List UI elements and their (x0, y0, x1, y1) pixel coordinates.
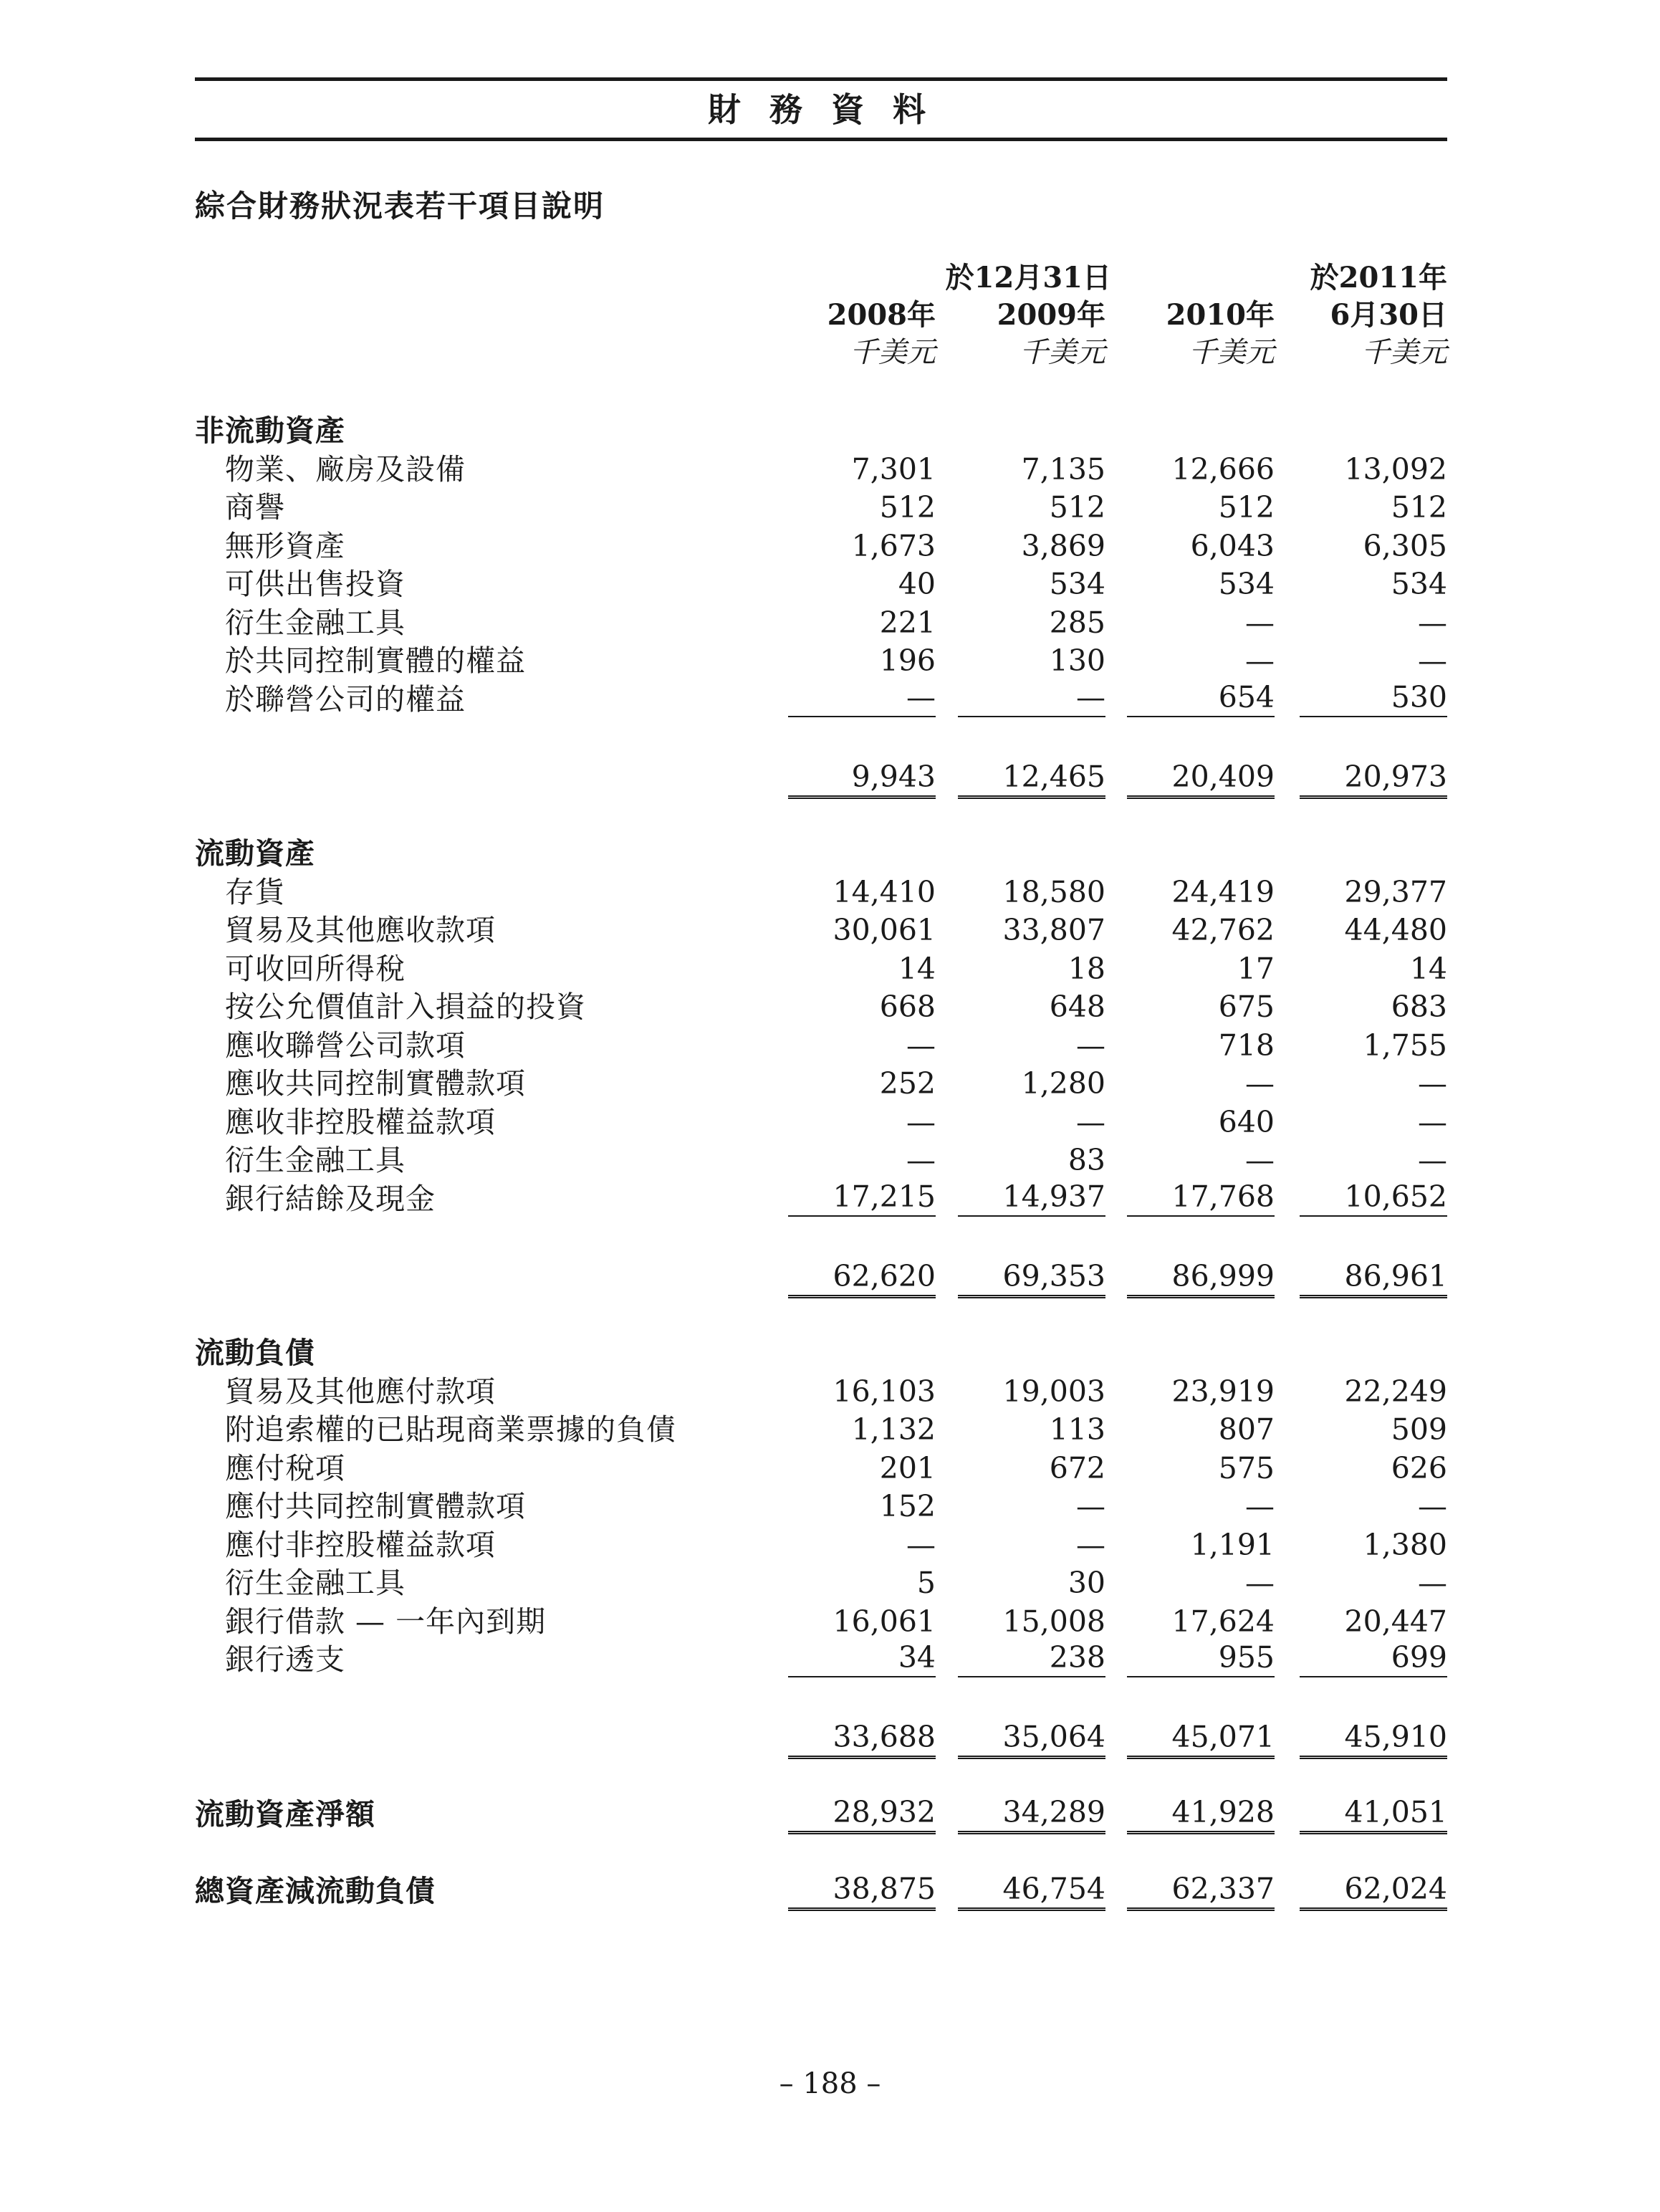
column-unit-2010: 千美元 (1189, 336, 1275, 369)
non_current_assets-row-value-2: — (1245, 643, 1275, 678)
net-current-assets-value-3: 41,051 (1300, 1795, 1447, 1834)
current_assets-row (195, 911, 1447, 949)
non_current_assets-row-value-3: 530 (1300, 680, 1447, 717)
current_liabilities-heading (195, 1334, 1447, 1372)
current_assets-row-value-1: 1,280 (1021, 1066, 1105, 1101)
current_assets-row-value-1: 14,937 (958, 1179, 1105, 1217)
current_assets-row-value-2: 42,762 (1171, 913, 1275, 947)
total-assets-less-current-liabilities-value-0: 38,875 (788, 1872, 936, 1911)
non_current_assets-row-label: 於共同控制實體的權益 (225, 643, 526, 678)
current_liabilities-row-value-3: 509 (1391, 1412, 1447, 1447)
current_liabilities-row-label: 應付稅項 (225, 1451, 345, 1485)
current_assets-total (195, 1259, 1447, 1298)
total-assets-less-current-liabilities (195, 1872, 1447, 1910)
current_assets-row (195, 1103, 1447, 1141)
current_assets-row (195, 1064, 1447, 1103)
section-title: 綜合財務狀況表若干項目說明 (195, 188, 605, 224)
non_current_assets-row-value-3: 13,092 (1344, 452, 1447, 487)
non_current_assets-total-value-2: 20,409 (1127, 760, 1275, 799)
non_current_assets-row-value-2: — (1245, 605, 1275, 640)
current_assets-row-label: 按公允價值計入損益的投資 (225, 990, 586, 1024)
current_liabilities-row-value-1: 30 (1068, 1566, 1105, 1600)
current_liabilities-heading-label: 流動負債 (195, 1336, 315, 1370)
current_assets-row-value-1: 83 (1068, 1143, 1105, 1177)
non_current_assets-row-value-0: 196 (879, 643, 936, 678)
current_assets-row-value-1: 33,807 (1002, 913, 1105, 947)
non_current_assets-row-label: 可供出售投資 (225, 567, 406, 601)
current_assets-row-value-2: — (1245, 1143, 1275, 1177)
non_current_assets-row-value-2: 534 (1218, 567, 1275, 601)
current_liabilities-row (195, 1449, 1447, 1488)
non_current_assets-heading (195, 411, 1447, 450)
column-year-2009: 2009年 (997, 298, 1105, 332)
current_liabilities-row-value-1: — (1076, 1528, 1105, 1562)
current_liabilities-row-value-3: 1,380 (1363, 1528, 1447, 1562)
column-group-dec31: 於12月31日 (945, 261, 1111, 295)
non_current_assets-row-value-1: 3,869 (1021, 529, 1105, 563)
current_liabilities-row-value-3: — (1418, 1489, 1447, 1523)
non_current_assets-row-value-1: 130 (1049, 643, 1105, 678)
non_current_assets-row-label: 物業、廠房及設備 (225, 452, 466, 487)
current_liabilities-row (195, 1487, 1447, 1526)
current_liabilities-row-label: 貿易及其他應付款項 (225, 1374, 496, 1409)
non_current_assets-row-label: 商譽 (225, 490, 285, 525)
total-assets-less-current-liabilities-label: 總資產減流動負債 (195, 1874, 436, 1908)
current_assets-row-value-0: — (906, 1028, 936, 1063)
non_current_assets-row-value-2: 512 (1218, 490, 1275, 525)
non_current_assets-row (195, 641, 1447, 680)
current_liabilities-total-value-0: 33,688 (788, 1720, 936, 1759)
column-date-jun30: 6月30日 (1330, 298, 1447, 332)
total-assets-less-current-liabilities-value-1: 46,754 (958, 1872, 1105, 1911)
current_assets-row-value-2: 675 (1218, 990, 1275, 1024)
current_assets-row-value-0: 30,061 (833, 913, 936, 947)
current_liabilities-row-value-1: 113 (1049, 1412, 1105, 1447)
current_assets-row-label: 貿易及其他應收款項 (225, 913, 496, 947)
current_assets-row-value-2: 24,419 (1171, 875, 1275, 909)
non_current_assets-row-value-2: 12,666 (1171, 452, 1275, 487)
current_liabilities-row-label: 應付共同控制實體款項 (225, 1489, 526, 1523)
current_assets-row-label: 銀行結餘及現金 (225, 1182, 436, 1216)
column-unit-2009: 千美元 (1019, 336, 1105, 369)
current_liabilities-row-value-0: 1,132 (851, 1412, 936, 1447)
current_liabilities-row-label: 衍生金融工具 (225, 1566, 406, 1600)
current_assets-row-value-0: 17,215 (788, 1179, 936, 1217)
current_assets-row-value-3: 1,755 (1363, 1028, 1447, 1063)
non_current_assets-row-label: 無形資產 (225, 529, 345, 563)
column-year-2010: 2010年 (1166, 298, 1275, 332)
non_current_assets-row-value-1: 534 (1049, 567, 1105, 601)
current_assets-row-value-3: 29,377 (1344, 875, 1447, 909)
net-current-assets (195, 1795, 1447, 1834)
current_liabilities-row-value-2: 575 (1218, 1451, 1275, 1485)
current_assets-row (195, 1026, 1447, 1065)
non_current_assets-row-label: 於聯營公司的權益 (225, 682, 466, 717)
header-rule-bottom (195, 138, 1447, 141)
current_assets-heading (195, 834, 1447, 873)
non_current_assets-row-value-2: 6,043 (1190, 529, 1275, 563)
current_liabilities-row-value-2: — (1245, 1489, 1275, 1523)
current_assets-row-value-3: — (1418, 1105, 1447, 1139)
column-group-2011: 於2011年 (1310, 261, 1447, 295)
current_assets-row-value-3: 14 (1409, 952, 1447, 986)
non_current_assets-row (195, 565, 1447, 603)
non_current_assets-heading-label: 非流動資產 (195, 413, 345, 448)
non_current_assets-row-value-3: 6,305 (1363, 529, 1447, 563)
current_liabilities-row-label: 應付非控股權益款項 (225, 1528, 496, 1562)
current_liabilities-row (195, 1640, 1447, 1679)
current_assets-row-value-2: — (1245, 1066, 1275, 1101)
current_liabilities-row-value-0: 201 (879, 1451, 936, 1485)
current_assets-row-value-0: 668 (879, 990, 936, 1024)
non_current_assets-row-value-1: 7,135 (1021, 452, 1105, 487)
current_liabilities-row-value-3: — (1418, 1566, 1447, 1600)
current_liabilities-row-value-3: 626 (1391, 1451, 1447, 1485)
current_assets-row-value-2: 17,768 (1127, 1179, 1275, 1217)
current_assets-row-label: 應收非控股權益款項 (225, 1105, 496, 1139)
current_liabilities-row-value-3: 22,249 (1344, 1374, 1447, 1409)
current_assets-row-value-0: 252 (879, 1066, 936, 1101)
current_assets-row-value-0: — (906, 1105, 936, 1139)
current_liabilities-row (195, 1526, 1447, 1564)
current_liabilities-row (195, 1564, 1447, 1602)
current_assets-heading-label: 流動資產 (195, 836, 315, 871)
non_current_assets-row-value-1: 285 (1049, 605, 1105, 640)
current_liabilities-row-label: 附追索權的已貼現商業票據的負債 (225, 1412, 676, 1447)
non_current_assets-row-value-1: 512 (1049, 490, 1105, 525)
current_liabilities-row (195, 1372, 1447, 1411)
current_assets-row-value-3: — (1418, 1143, 1447, 1177)
current_liabilities-row-value-2: 23,919 (1171, 1374, 1275, 1409)
page-header-title: 財 務 資 料 (707, 90, 935, 129)
current_assets-row-value-3: 44,480 (1344, 913, 1447, 947)
non_current_assets-row-value-3: — (1418, 643, 1447, 678)
column-unit-2011: 千美元 (1361, 336, 1447, 369)
net-current-assets-value-2: 41,928 (1127, 1795, 1275, 1834)
current_liabilities-row-value-2: 17,624 (1171, 1604, 1275, 1639)
current_liabilities-row-value-0: 16,061 (833, 1604, 936, 1639)
current_liabilities-row-value-2: 807 (1218, 1412, 1275, 1447)
non_current_assets-total-value-3: 20,973 (1300, 760, 1447, 799)
current_assets-row (195, 1179, 1447, 1218)
current_liabilities-row-value-2: — (1245, 1566, 1275, 1600)
current_assets-row-label: 衍生金融工具 (225, 1143, 406, 1177)
non_current_assets-row (195, 488, 1447, 527)
current_liabilities-total-value-1: 35,064 (958, 1720, 1105, 1759)
current_liabilities-total (195, 1720, 1447, 1758)
current_assets-row-value-0: — (906, 1143, 936, 1177)
column-unit-2008: 千美元 (850, 336, 936, 369)
current_liabilities-row-value-1: 15,008 (1002, 1604, 1105, 1639)
non_current_assets-row (195, 450, 1447, 489)
non_current_assets-row-value-3: — (1418, 605, 1447, 640)
non_current_assets-row-value-0: 1,673 (851, 529, 936, 563)
non_current_assets-row-value-0: 512 (879, 490, 936, 525)
page-number: – 188 – (779, 2067, 881, 2100)
header-rule-top (195, 77, 1447, 81)
current_assets-row-value-2: 640 (1218, 1105, 1275, 1139)
current_assets-row-value-1: 18,580 (1002, 875, 1105, 909)
non_current_assets-row-value-0: 221 (879, 605, 936, 640)
current_liabilities-row (195, 1410, 1447, 1449)
non_current_assets-total-value-0: 9,943 (788, 760, 936, 799)
current_assets-row (195, 873, 1447, 911)
current_liabilities-row (195, 1602, 1447, 1641)
non_current_assets-row-label: 衍生金融工具 (225, 605, 406, 640)
current_assets-total-value-3: 86,961 (1300, 1259, 1447, 1298)
net-current-assets-label: 流動資產淨額 (195, 1797, 375, 1832)
current_assets-row-value-0: 14 (898, 952, 936, 986)
non_current_assets-row-value-0: 7,301 (851, 452, 936, 487)
current_liabilities-row-value-3: 699 (1300, 1640, 1447, 1677)
non_current_assets-row-value-0: — (788, 680, 936, 717)
current_assets-row (195, 949, 1447, 988)
non_current_assets-total (195, 760, 1447, 798)
current_liabilities-total-value-3: 45,910 (1300, 1720, 1447, 1759)
non_current_assets-total-value-1: 12,465 (958, 760, 1105, 799)
current_assets-row-value-3: 10,652 (1300, 1179, 1447, 1217)
current_assets-row (195, 987, 1447, 1026)
current_liabilities-row-value-0: 152 (879, 1489, 936, 1523)
current_liabilities-row-value-2: 955 (1127, 1640, 1275, 1677)
current_liabilities-row-value-3: 20,447 (1344, 1604, 1447, 1639)
current_assets-row-value-2: 17 (1237, 952, 1275, 986)
total-assets-less-current-liabilities-value-2: 62,337 (1127, 1872, 1275, 1911)
net-current-assets-value-1: 34,289 (958, 1795, 1105, 1834)
current_assets-total-value-0: 62,620 (788, 1259, 936, 1298)
current_assets-row-label: 應收共同控制實體款項 (225, 1066, 526, 1101)
total-assets-less-current-liabilities-value-3: 62,024 (1300, 1872, 1447, 1911)
current_assets-row-value-3: 683 (1391, 990, 1447, 1024)
current_liabilities-row-value-0: 5 (916, 1566, 936, 1600)
current_liabilities-row-value-1: 19,003 (1002, 1374, 1105, 1409)
current_assets-total-value-2: 86,999 (1127, 1259, 1275, 1298)
current_liabilities-row-label: 銀行借款 — 一年內到期 (225, 1604, 547, 1639)
current_liabilities-row-label: 銀行透支 (225, 1642, 345, 1677)
non_current_assets-row-value-3: 512 (1391, 490, 1447, 525)
current_liabilities-row-value-0: 34 (788, 1640, 936, 1677)
current_liabilities-row-value-1: 238 (958, 1640, 1105, 1677)
current_assets-row-value-1: — (1076, 1105, 1105, 1139)
non_current_assets-row-value-3: 534 (1391, 567, 1447, 601)
current_assets-row-label: 存貨 (225, 875, 285, 909)
current_assets-row-value-3: — (1418, 1066, 1447, 1101)
column-year-2008: 2008年 (827, 298, 936, 332)
current_assets-row-value-0: 14,410 (833, 875, 936, 909)
current_assets-row-label: 可收回所得稅 (225, 952, 406, 986)
current_assets-row (195, 1141, 1447, 1179)
current_assets-row-value-2: 718 (1218, 1028, 1275, 1063)
non_current_assets-row (195, 680, 1447, 719)
current_assets-row-value-1: 648 (1049, 990, 1105, 1024)
current_liabilities-row-value-0: — (906, 1528, 936, 1562)
current_assets-row-value-1: — (1076, 1028, 1105, 1063)
current_liabilities-total-value-2: 45,071 (1127, 1720, 1275, 1759)
current_liabilities-row-value-2: 1,191 (1190, 1528, 1275, 1562)
current_liabilities-row-value-1: — (1076, 1489, 1105, 1523)
non_current_assets-row-value-1: — (958, 680, 1105, 717)
non_current_assets-row-value-0: 40 (898, 567, 936, 601)
non_current_assets-row-value-2: 654 (1127, 680, 1275, 717)
current_assets-row-label: 應收聯營公司款項 (225, 1028, 466, 1063)
current_assets-total-value-1: 69,353 (958, 1259, 1105, 1298)
non_current_assets-row (195, 603, 1447, 642)
current_assets-row-value-1: 18 (1068, 952, 1105, 986)
non_current_assets-row (195, 527, 1447, 565)
current_liabilities-row-value-0: 16,103 (833, 1374, 936, 1409)
current_liabilities-row-value-1: 672 (1049, 1451, 1105, 1485)
net-current-assets-value-0: 28,932 (788, 1795, 936, 1834)
